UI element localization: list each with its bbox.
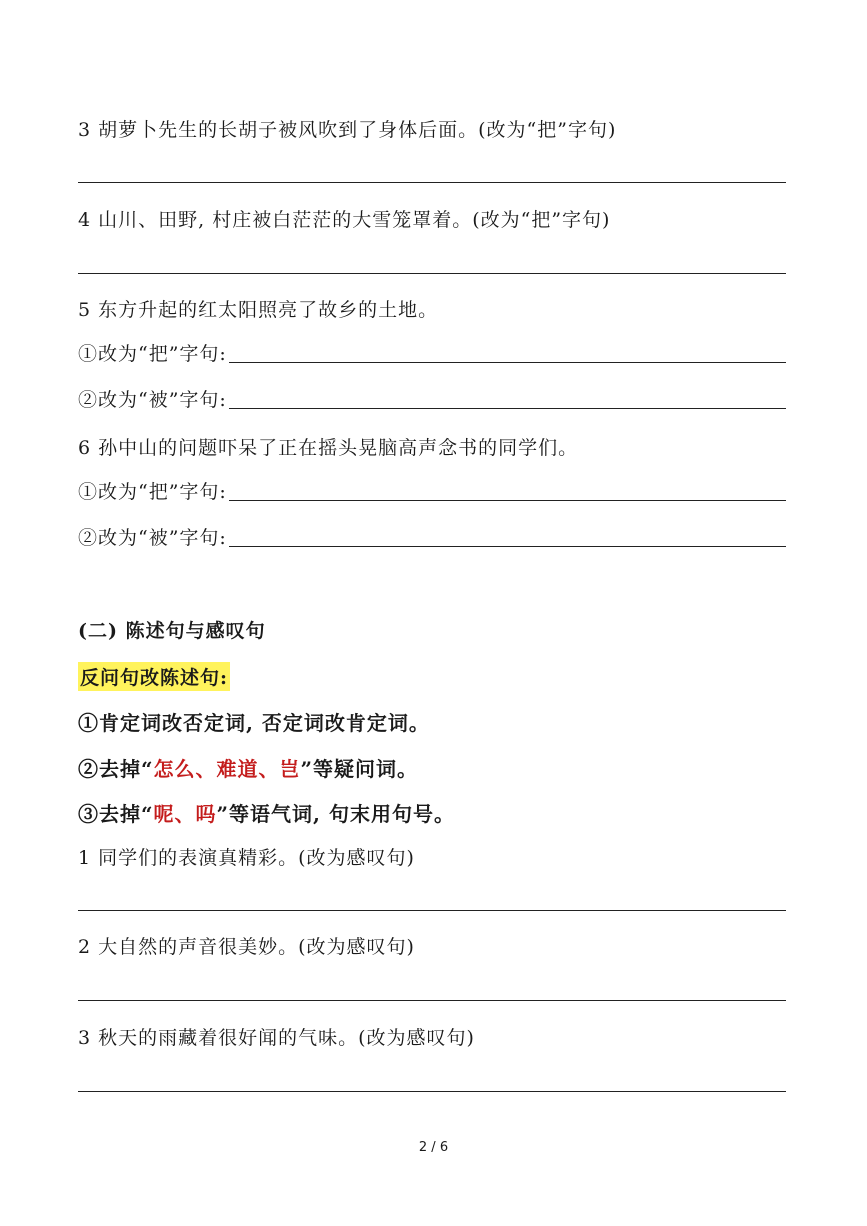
q6-bei-answer-line[interactable] [229, 546, 786, 547]
question-5: 5 东方升起的红太阳照亮了故乡的土地。 [78, 299, 439, 321]
q6-ba-row [78, 478, 786, 504]
section-title: (二) 陈述句与感叹句 [78, 620, 266, 642]
exclaim-question-3: 3 秋天的雨藏着很好闻的气味。(改为感叹句) [78, 1027, 475, 1049]
exclaim-answer-line-3[interactable] [78, 1091, 786, 1092]
exclaim-question-2: 2 大自然的声音很美妙。(改为感叹句) [78, 936, 415, 958]
rule-2-suffix: ”等疑问词。 [300, 757, 419, 781]
exclaim-question-1: 1 同学们的表演真精彩。(改为感叹句) [78, 847, 415, 869]
rule-3-prefix: ③去掉“ [78, 802, 154, 826]
q5-ba-label: ①改为“把”字句: [78, 343, 227, 365]
q5-bei-row [78, 386, 786, 412]
q5-bei-label: ②改为“被”字句: [78, 389, 227, 411]
exclaim-answer-line-1[interactable] [78, 910, 786, 911]
rule-3 [78, 798, 455, 827]
rule-1: ①肯定词改否定词, 否定词改肯定词。 [78, 711, 430, 735]
q6-ba-label: ①改为“把”字句: [78, 481, 227, 503]
q5-ba-answer-line[interactable] [229, 362, 786, 363]
page-number: 2 / 6 [418, 1140, 449, 1155]
exclaim-answer-line-2[interactable] [78, 1000, 786, 1001]
rule-2-keywords: 怎么、难道、岂 [153, 757, 301, 781]
q6-bei-row [78, 524, 786, 550]
q5-bei-answer-line[interactable] [229, 408, 786, 409]
question-3: 3 胡萝卜先生的长胡子被风吹到了身体后面。(改为“把”字句) [78, 119, 617, 141]
rule-3-suffix: ”等语气词, 句末用句号。 [216, 802, 455, 826]
answer-line-4[interactable] [78, 273, 786, 274]
question-6: 6 孙中山的问题吓呆了正在摇头晃脑高声念书的同学们。 [78, 437, 579, 459]
question-4: 4 山川、田野, 村庄被白茫茫的大雪笼罩着。(改为“把”字句) [78, 209, 611, 231]
q6-ba-answer-line[interactable] [229, 500, 786, 501]
highlighted-heading: 反问句改陈述句: [78, 662, 230, 691]
answer-line-3[interactable] [78, 182, 786, 183]
q5-ba-row [78, 340, 786, 366]
rule-2-prefix: ②去掉“ [78, 757, 154, 781]
rule-2 [78, 753, 418, 782]
rule-3-keywords: 呢、吗 [153, 802, 217, 826]
q6-bei-label: ②改为“被”字句: [78, 527, 227, 549]
